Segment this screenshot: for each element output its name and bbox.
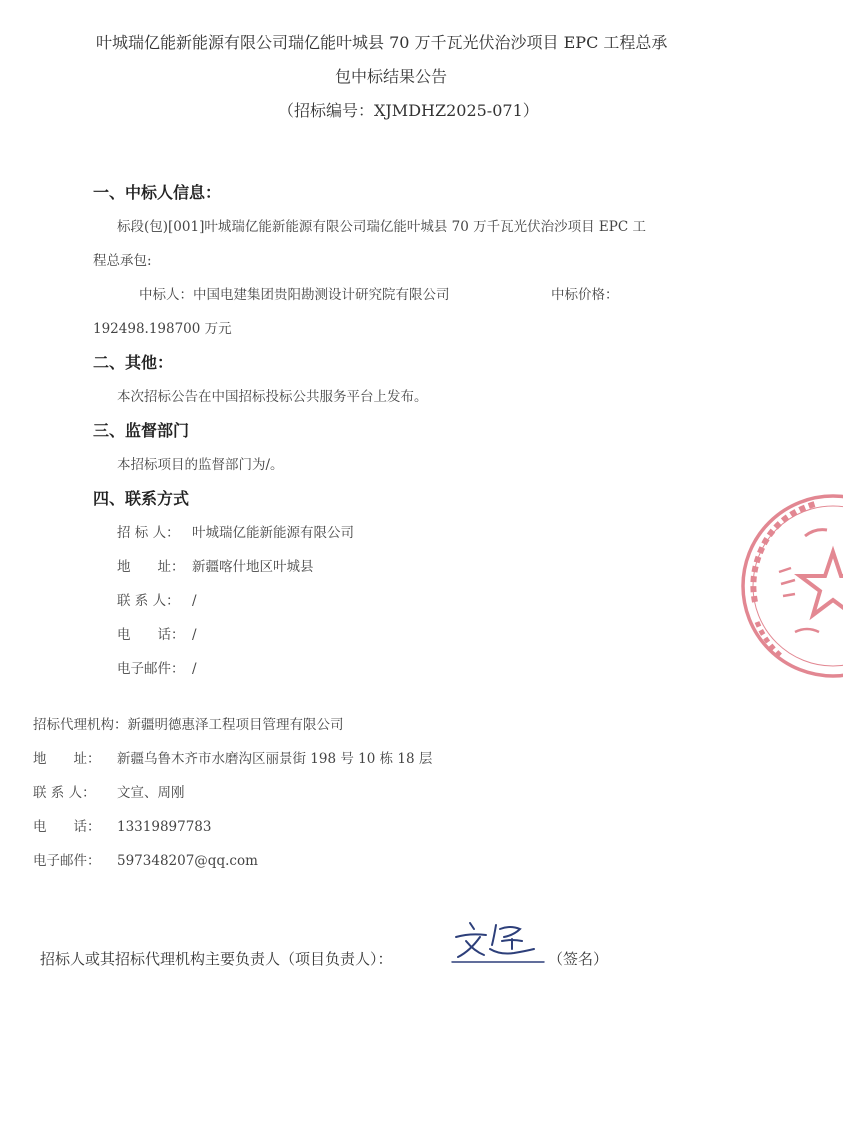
- page-title-line1: 叶城瑞亿能新能源有限公司瑞亿能叶城县 70 万千瓦光伏治沙项目 EPC 工程总承: [96, 33, 668, 52]
- tenderer-phone-label: 电 话：: [117, 627, 185, 643]
- agency-name-value: 新疆明德惠泽工程项目管理有限公司: [127, 717, 344, 733]
- company-seal: [735, 492, 843, 692]
- agency-address-label: 地 址：: [33, 751, 101, 767]
- agency-name-label: 招标代理机构：: [33, 717, 128, 733]
- seal-stamp-icon: [735, 492, 843, 692]
- agency-contact-value: 文宣、周刚: [117, 785, 185, 801]
- tenderer-contact-label: 联 系 人：: [117, 593, 180, 609]
- agency-address-value: 新疆乌鲁木齐市水磨沟区丽景街 198 号 10 栋 18 层: [117, 751, 433, 767]
- section2-heading: 二、其他：: [93, 353, 174, 372]
- tenderer-email-value: /: [192, 661, 197, 677]
- agency-email-row: [33, 849, 258, 869]
- tenderer-value: 叶城瑞亿能新能源有限公司: [192, 525, 354, 541]
- tenderer-row: [117, 521, 354, 541]
- tenderer-phone-value: /: [192, 627, 197, 643]
- section2-text: 本次招标公告在中国招标投标公共服务平台上发布。: [117, 389, 428, 405]
- winner-text: 中标人：中国电建集团贵阳勘测设计研究院有限公司: [139, 287, 450, 303]
- lot-line1: 标段(包)[001]叶城瑞亿能新能源有限公司瑞亿能叶城县 70 万千瓦光伏治沙项目 EPC 工: [117, 219, 646, 235]
- tenderer-phone-row: [117, 623, 197, 643]
- bid-number: （招标编号：XJMDHZ2025-071）: [278, 101, 539, 120]
- section3-heading: 三、监督部门: [93, 421, 190, 440]
- agency-phone-value: 13319897783: [117, 819, 212, 835]
- tenderer-label: 招 标 人：: [117, 525, 180, 541]
- tenderer-address-value: 新疆喀什地区叶城县: [192, 559, 314, 575]
- tenderer-address-label: 地 址：: [117, 559, 185, 575]
- section1-heading: 一、中标人信息：: [93, 183, 222, 202]
- signature-suffix: （签名）: [548, 950, 609, 968]
- agency-email-label: 电子邮件：: [33, 853, 101, 869]
- agency-phone-label: 电 话：: [33, 819, 101, 835]
- tenderer-contact-row: [117, 589, 197, 609]
- section4-heading: 四、联系方式: [93, 489, 190, 508]
- tenderer-email-row: [117, 657, 197, 677]
- tenderer-address-row: [117, 555, 314, 575]
- signature-label: 招标人或其招标代理机构主要负责人（项目负责人）：: [40, 950, 393, 968]
- agency-contact-label: 联 系 人：: [33, 785, 96, 801]
- agency-name-row: [33, 713, 344, 733]
- agency-address-row: [33, 747, 432, 767]
- page-title-line2: 包中标结果公告: [335, 67, 448, 86]
- price-value: 192498.198700 万元: [93, 321, 232, 337]
- agency-contact-row: [33, 781, 185, 801]
- tenderer-contact-value: /: [192, 593, 197, 609]
- agency-email-value: 597348207@qq.com: [117, 853, 258, 869]
- tenderer-email-label: 电子邮件：: [117, 661, 185, 677]
- handwritten-signature: [448, 915, 548, 967]
- section3-text: 本招标项目的监督部门为/。: [117, 457, 284, 473]
- price-label: 中标价格：: [551, 287, 619, 303]
- lot-line2: 程总承包:: [93, 253, 152, 269]
- agency-phone-row: [33, 815, 211, 835]
